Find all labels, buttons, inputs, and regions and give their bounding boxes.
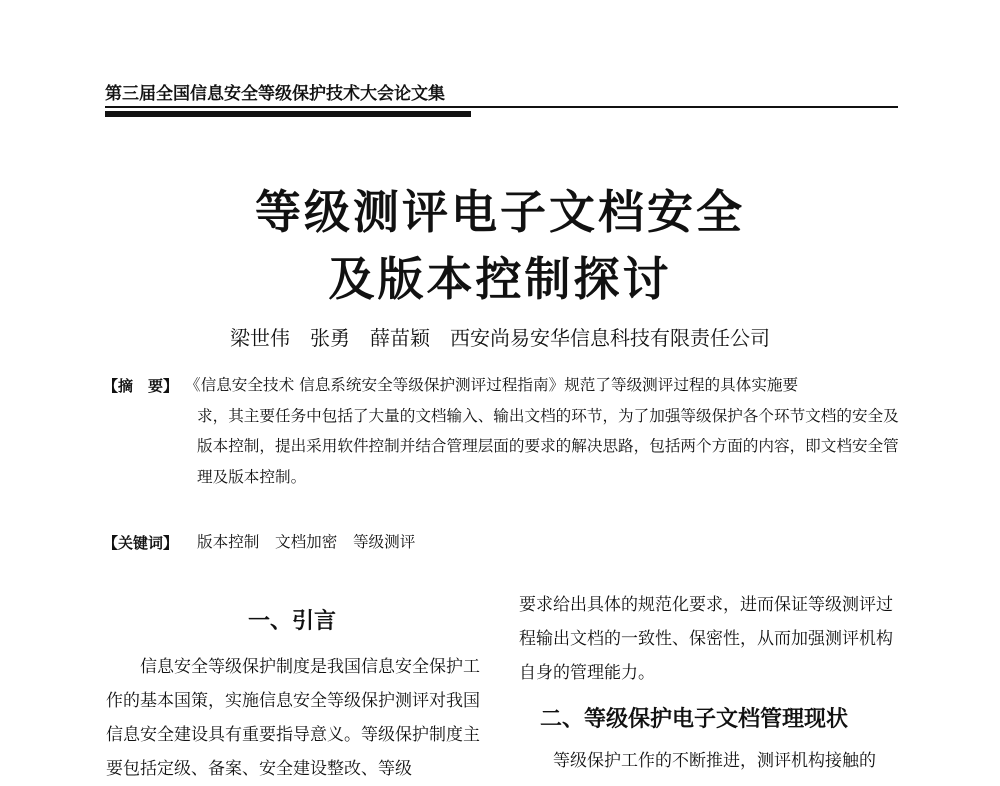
section1-heading: 一、引言 (248, 609, 337, 634)
section2-heading: 二、等级保护电子文档管理现状 (540, 707, 849, 732)
paper-title-line2: 及版本控制探讨 (328, 252, 672, 306)
abstract-text (185, 370, 903, 492)
section1-body: 信息安全等级保护制度是我国信息安全保护工作的基本国策，实施信息安全等级保护测评对我国信息安全建设具有重要指导意义。等级保护制度主要包括定级、备案、安全建设整改、等级 (106, 657, 480, 779)
running-head: 第三届全国信息安全等级保护技术大会论文集 (105, 84, 445, 104)
section2-body: 等级保护工作的不断推进，测评机构接触的 (553, 751, 876, 771)
column2-continuation: 要求给出具体的规范化要求，进而保证等级测评过程输出文档的一致性、保密性，从而加强测评机构自身的管理能力。 (519, 595, 893, 683)
header-rule-thin (105, 106, 898, 108)
abstract-first-line: 《信息安全技术 信息系统安全等级保护测评过程指南》规范了等级测评过程的具体实施要 (185, 376, 799, 394)
header-rule-thick (105, 111, 471, 117)
keywords-label: 【关键词】 (103, 534, 179, 552)
paper-title-line1: 等级测评电子文档安全 (255, 185, 745, 239)
abstract-label: 【摘 要】 (103, 377, 179, 395)
abstract-rest: 求，其主要任务中包括了大量的文档输入、输出文档的环节，为了加强等级保护各个环节文档的安全及版本控制，提出采用软件控制并结合管理层面的要求的解决思路，包括两个方面的内容，即文档安全管理及版本控制。 (197, 406, 899, 486)
keywords-text: 版本控制 文档加密 等级测评 (197, 533, 416, 551)
authors: 梁世伟 张勇 薛苗颖 西安尚易安华信息科技有限责任公司 (230, 326, 770, 350)
